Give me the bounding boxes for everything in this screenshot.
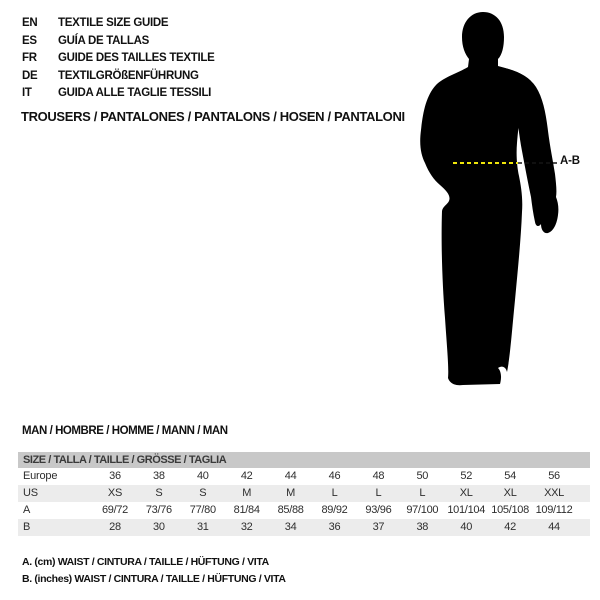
- language-row: [22, 68, 215, 86]
- note-b-inches: B. (inches) WAIST / CINTURA / TAILLE / HÜFTUNG / VITA: [22, 572, 286, 585]
- language-title: GUÍA DE TALLAS: [58, 34, 149, 47]
- size-cell: 69/72: [101, 504, 128, 516]
- size-row-label: A: [23, 504, 31, 516]
- size-row-us: [18, 485, 590, 502]
- size-row-europe: [18, 468, 590, 485]
- size-cell: XS: [107, 487, 122, 499]
- size-cell: 42: [504, 521, 516, 533]
- language-row: [22, 85, 215, 103]
- size-cell: M: [286, 487, 296, 499]
- language-code: ES: [22, 34, 37, 47]
- size-cell: 28: [109, 521, 121, 533]
- note-a-cm: A. (cm) WAIST / CINTURA / TAILLE / HÜFTUNG / VITA: [22, 556, 269, 568]
- language-title: GUIDE DES TAILLES TEXTILE: [58, 52, 215, 64]
- size-cell: M: [242, 487, 252, 499]
- size-cell: S: [199, 487, 207, 499]
- size-cell: 77/80: [189, 504, 216, 516]
- size-table: [18, 452, 590, 536]
- language-title: TEXTILE SIZE GUIDE: [58, 17, 169, 29]
- waist-measure-label: A-B: [560, 155, 580, 167]
- size-row-a-cm: [18, 502, 590, 519]
- size-cell: 38: [416, 521, 429, 533]
- size-cell: S: [155, 487, 163, 499]
- size-cell: 38: [153, 470, 165, 482]
- size-cell: 73/76: [145, 504, 172, 516]
- size-cell: 48: [372, 470, 385, 482]
- size-cell: 97/100: [406, 504, 439, 516]
- size-cell: 44: [548, 521, 560, 533]
- size-row-label: Europe: [23, 470, 58, 482]
- silhouette-body: [420, 12, 531, 385]
- size-table-header: SIZE / TALLA / TAILLE / GRÖSSE / TAGLIA: [18, 452, 590, 468]
- size-row-label: B: [23, 521, 31, 533]
- size-cell: 37: [372, 521, 385, 533]
- language-title: GUIDA ALLE TAGLIE TESSILI: [58, 87, 212, 99]
- size-cell: 40: [460, 521, 473, 533]
- size-cell: 105/108: [491, 504, 529, 516]
- language-title: TEXTILGRÖßENFÜHRUNG: [58, 69, 199, 82]
- size-cell: 93/96: [365, 504, 392, 516]
- language-code: DE: [22, 69, 38, 82]
- size-cell: 56: [548, 470, 560, 482]
- language-row: [22, 33, 215, 51]
- language-row: [22, 15, 215, 33]
- size-cell: 54: [504, 470, 516, 482]
- size-cell: 40: [196, 470, 209, 482]
- size-cell: 85/88: [277, 504, 304, 516]
- size-cell: XXL: [544, 487, 564, 499]
- size-cell: 36: [109, 470, 121, 482]
- size-cell: 31: [196, 521, 209, 533]
- language-list: [22, 15, 215, 103]
- size-row-b-inches: [18, 519, 590, 536]
- size-cell: 50: [416, 470, 429, 482]
- category-title: TROUSERS / PANTALONES / PANTALONS / HOSEN / PANTALONI: [21, 109, 405, 124]
- size-cell: L: [331, 487, 338, 499]
- size-cell: 44: [284, 470, 297, 482]
- size-cell: 42: [240, 470, 253, 482]
- language-code: EN: [22, 17, 38, 29]
- size-cell: 32: [240, 521, 253, 533]
- size-cell: 46: [328, 470, 341, 482]
- size-cell: 89/92: [321, 504, 348, 516]
- size-cell: XL: [459, 487, 473, 499]
- size-row-label: US: [23, 487, 38, 499]
- language-code: IT: [22, 87, 32, 99]
- language-code: FR: [22, 52, 37, 64]
- size-cell: 101/104: [447, 504, 486, 516]
- size-cell: XL: [503, 487, 517, 499]
- size-cell: L: [375, 487, 382, 499]
- size-cell: 34: [284, 521, 297, 533]
- language-row: [22, 50, 215, 68]
- man-silhouette-figure: [390, 0, 600, 420]
- size-cell: 36: [328, 521, 341, 533]
- size-cell: L: [419, 487, 426, 499]
- size-cell: 81/84: [233, 504, 260, 516]
- size-cell: 52: [460, 470, 473, 482]
- measure-notes: [22, 554, 286, 587]
- size-cell: 109/112: [535, 504, 573, 516]
- gender-title: MAN / HOMBRE / HOMME / MANN / MAN: [22, 425, 228, 437]
- size-cell: 30: [153, 521, 165, 533]
